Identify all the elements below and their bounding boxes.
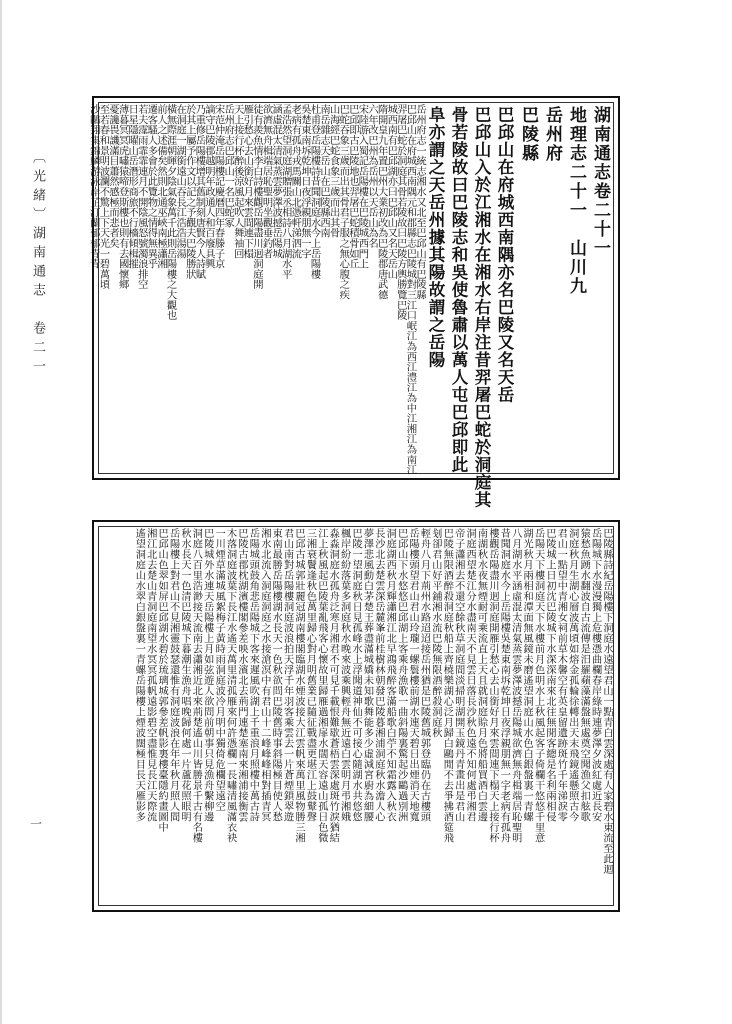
commentary-col: 雁引愁心去山銜好月來雲間連下榻	[241, 104, 254, 259]
commentary-col: 吳楚東南坼乾坤日夜浮親朋無一字	[298, 104, 311, 259]
bottom-text-col: 楓岸紛紛落葉多洞庭秋水晚來波乘興輕舟無近遠白雲明月弔湘娥	[338, 528, 350, 822]
prefecture-heading: 岳州府	[542, 106, 562, 163]
bottom-text-col: 帝子瀟湘去不還空餘秋草洞庭間淡掃明湖開玉鏡丹青畫出是君山	[452, 528, 464, 822]
bottom-text-col: 湖光秋月兩相和潭面無風鏡未磨遙望洞庭山水色白銀盤裏一青螺	[521, 528, 533, 822]
bottom-text-col: 湘江北去楚山青洞庭南望水冥冥孤帆遠影碧空盡惟見長江天際流	[144, 528, 156, 822]
commentary-col: 南岳雜志天岳山在巴陵縣西南	[318, 104, 331, 238]
commentary-col: 巴蛇吞象三歲而出其骨君子服之無心腹之疾	[337, 104, 350, 300]
main-text-col-3: 骨若陵故曰巴陵志和吳使魯肅以萬人屯巴邱即此	[449, 106, 468, 474]
bottom-text-col: 洞庭八百里浩渺接天流南去瀟湘近北來荊楚遙山川皆勝景千古有名樓	[190, 528, 202, 843]
bottom-text-col: 岳陽樓頭望君山君山玲瓏一螺鬟樓前湖水連天碧日出煙消天地寬	[407, 528, 419, 822]
bottom-text-col: 三湘衰鬢逢秋色萬里歸心對月明舊業已隨征戰盡更堪江上鼓鼙聲	[304, 528, 316, 822]
commentary-col: 於其上屬予作文以記之予觀夫巴陵勝狀	[183, 104, 196, 280]
bottom-text-col: 巴陵一望洞庭秋日見孤峰水上浮聞道神仙不可接心隨湖水共悠悠	[350, 528, 362, 822]
commentary-col: 巴邱即古巴陵地也羿屠巴蛇積骨如丘	[346, 104, 359, 269]
bottom-text-col: 巴陵縣詩紀岳陽樓下洞庭水遠望君山一點青白雲深處有人家碧水東流至此迴	[601, 528, 612, 875]
commentary-col: 遷客騷人多會於此覽物之情得無異乎	[145, 104, 158, 269]
bottom-text-col: 洞庭秋月生湖心層波萬頃如熔金孤輪徐轉出天末飛鏡遙懸照古今	[566, 528, 578, 822]
bottom-text-col: 巴陵城外水連天岳陽樓上月如弦遊人欲問前朝事只見漁舟繫柳邊	[201, 528, 213, 822]
bottom-text-col: 巴陵古郡枕湖濱樓閣參差映水濱北去荊門連楚塞南來湘浦接衡雲	[236, 528, 247, 822]
commentary-col: 羿屠巴蛇於洞庭其骨若陵故曰巴陵方輿勝覽巴陵	[394, 104, 407, 321]
bottom-text-col: 洞庭湖西秋月輝瀟湘江北早鴻飛醉客滿船歌白苧不知霜露入秋衣	[384, 528, 396, 822]
spine-title: 〔光緒〕湖南通志 卷二一	[30, 150, 45, 378]
bottom-text-col: 君山南對岳陽樓洞庭波浪拍天浮千年羽客乘雲去一片蒼煙鎖翠遊	[281, 528, 293, 822]
commentary-col: 薄暮冥冥虎嘯猿啼登斯樓也則有去國懷鄉	[116, 104, 129, 290]
bottom-text-col: 岳陽城頭鼓角悲岳陽城下客來遲風吹湖上千重浪月照樓中萬古詩	[247, 528, 259, 822]
commentary-col: 乃重修岳陽樓增其舊制刻唐賢今人詩賦	[193, 104, 206, 280]
bottom-text-col: 長沙北去楚雲深岳麓峯前桂樹林朝發巴陵暮湘浦洞庭秋水澹人心	[372, 528, 384, 822]
commentary-col: 城西南有巴邱湖亦曰巴邱山又名天岳山	[385, 104, 398, 280]
bottom-text-col: 巴邱山下水悠悠巴邱湖上客乘舟漁歌一曲斜陽裏驚起沙鷗過別洲	[395, 528, 407, 822]
page-edge	[0, 0, 2, 1024]
bottom-text-col: 樓觀岳陽盡川迥洞庭開雁引愁心去山銜好月來雲間連下榻天上接行杯	[486, 528, 498, 843]
commentary-col: 六年改巴州為岳州以天岳山為名	[366, 104, 379, 249]
commentary-col: 岳州府志一統志湘水又北至巴邱山有巴陵縣	[414, 104, 426, 300]
commentary-col: 岳州府志巴邱山一名巴蛇冢	[222, 104, 235, 228]
commentary-col: 若夫霪雨霏霏連月不開陰風怒號濁浪排空	[135, 104, 148, 290]
bottom-text-col: 巴陵城上日初沈巴陵城下水深深南來北往無閒客總是名利兩相侵	[543, 528, 555, 822]
commentary-col: 巴邱山在府城西南隅元和郡縣志巴陵城對三江口岷江為西江澧江為中江湘江為南江	[404, 104, 417, 475]
bottom-text-col: 猿愁魚踴水翻波自古流傳是汨羅蘋藻滿盤無處奠空聞漁父扣舷歌	[578, 528, 590, 822]
commentary-col: 山海經巴蛇食象三歲而出其骨	[327, 104, 340, 238]
bottom-text-col: 江上秋風起巴陵葉亂飛客心懷故里歸雁過湘扉水闊天容遠山孤日色微	[315, 528, 327, 843]
bottom-text-col: 巴邱古城郭壯麗冠湖南樓閣臨湖水煙波接大江雲帆來萬里風物勝三湘	[293, 528, 305, 843]
commentary-col: 涵虛混太清氣蒸雲夢澤波撼岳陽城	[270, 104, 283, 259]
commentary-col: 杜甫登岳陽樓詩昔聞洞庭水今上岳陽樓	[308, 104, 321, 280]
main-text-col-2: 巴邱山入於江湘水在湘水右岸注昔羿屠巴蛇於洞庭其	[472, 106, 491, 509]
bottom-text-columns	[100, 528, 612, 904]
bottom-text-col: 巴陵無限酒醉殺洞庭秋船上齊橈樂湖心泛月歸白鷗閒不去爭拂酒筵飛	[441, 528, 453, 843]
county-heading: 巴陵縣	[518, 106, 538, 163]
commentary-col: 在洞庭一湖銜遠山吞長江浩浩湯湯	[174, 104, 187, 259]
commentary-col: 沙鷗翔集錦鱗游泳岸芷汀蘭郁郁青青	[87, 104, 100, 269]
bottom-text-col: 巴邱山色翠如屏巴邱湖水碧於琉璃城郭參差帆影裏樓臺隱約畫圖中	[156, 528, 168, 833]
spine-page-mark: 一	[30, 817, 43, 831]
bottom-text-col: 刬卻君山好平鋪湘水流巴陵無限酒醉殺洞庭秋	[429, 528, 441, 738]
main-text-col-1: 巴邱山在府城西南隅亦名巴陵又名天岳	[495, 106, 514, 404]
commentary-col: 憂讒畏譏滿目蕭然感極而悲者矣	[107, 104, 119, 249]
top-page-panel	[87, 96, 620, 509]
commentary-col: 日星隱曜山岳潛形商旅不行檣傾楫摧	[126, 104, 139, 269]
commentary-col: 天上接行杯醉後涼風起吹人舞袖回	[231, 104, 244, 259]
commentary-columns	[87, 104, 426, 475]
bottom-text-col: 岳陽樓上對君山不見湘靈鼓瑟還惟有洞庭波浪在年年秋月照人間	[167, 528, 179, 822]
commentary-col: 欲濟無舟楫端居恥聖明坐觀垂釣者	[260, 104, 273, 259]
commentary-col: 至若春和景明波瀾不驚上下天光一碧萬頃	[97, 104, 110, 290]
commentary-col: 隋開皇九年置巴州大業初改為巴陵郡唐武德	[375, 104, 388, 300]
commentary-col: 宋范仲淹岳陽樓記慶曆四年春滕子京	[212, 104, 225, 269]
bottom-text-col: 洞庭西望楚江分水盡南天不見雲日落長沙秋色遠不知何處弔湘君	[464, 528, 476, 822]
commentary-col: 前人之述備矣然則北通巫峽南極瀟湘	[154, 104, 167, 269]
section-title: 地理志二十一 山川九	[566, 106, 586, 296]
bottom-text-col: 遙望洞庭山水翠白銀盤裏一青螺岳陽樓上煙波闊極目長天雁影多	[133, 528, 145, 822]
main-text-col-4: 阜亦謂之天岳州據其陽故謂之岳陽	[426, 106, 445, 369]
commentary-col: 孟浩然望洞庭湖贈張丞相詩八月湖水平	[279, 104, 292, 280]
bottom-text-col: 君山一點望中青湘女祠前草木馨空有英皇留遺跡斑竹千年涕淚零	[555, 528, 567, 822]
bottom-text-col: 東南最勝岳陽樓湖水長天一色秋欲問巴陵舊時事斜陽極目使人愁	[270, 528, 282, 822]
bottom-text-col: 淼淼洞庭水孤舟泛寒月湘君不可見千載恨難歇蒼梧雲深處斑竹淚猶結	[327, 528, 339, 843]
commentary-col: 橫無際涯朝暉夕陰氣象萬千此則岳陽樓之大觀也	[164, 104, 177, 321]
bottom-text-col: 夢澤悲風動白茅楚王葬盡滿城嬌未知歌舞能多少虛減宮廚為細腰	[361, 528, 373, 822]
commentary-col: 老病有孤舟戎馬關山北憑軒涕泗流	[289, 104, 302, 259]
commentary-col: 徒有羨魚情李白詩樓觀岳陽盡川迥洞庭開	[250, 104, 263, 290]
commentary-col: 宋陸游入蜀記岳陽樓在巴陵城西門上	[356, 104, 369, 269]
bottom-text-col: 岳陽城下水漫漫獨上危樓憑曲欄春岸綠時連夢澤夕波紅處近長安	[589, 528, 601, 822]
bottom-text-col: 湘水北流入洞庭洞庭之水接滄溟中有君山十二峰峰峰相對插青冥	[258, 528, 270, 822]
bottom-text-col: 木落洞庭波葉下長江水遙天萬里清孤雁來何許憑欄一長嘯清風滿衣袂	[224, 528, 236, 843]
bottom-text-col: 南湖秋水夜無煙耐可乘流直上天且就洞庭賒月色將船買酒白雲邊	[475, 528, 487, 822]
bottom-text-col: 八月湖水平涵虛混太清氣蒸雲夢澤波撼岳陽城欲濟無舟楫端居恥聖明	[509, 528, 521, 843]
bottom-text-col: 昔聞洞庭水今上岳陽樓吳楚東南坼乾坤日夜浮親朋無一字老病有孤舟	[498, 528, 510, 843]
commentary-col: 謫守巴陵郡越明年政通人和百廢具興	[202, 104, 215, 269]
volume-title: 湖南通志卷二十一	[590, 106, 610, 258]
top-text-columns	[87, 104, 612, 509]
bottom-text-col: 輕舟八月下荊州水路迢迢接岳州猶是巴陵舊城郭登臨仍在古樓頭	[418, 528, 430, 822]
bottom-text-col: 岳陽天下樓洞庭天下水樓前月色明水上秋風起客子倚欄干悠悠千里意	[532, 528, 544, 843]
bottom-text-col: 一川煙草滿城風絮梅子黃時雨洞庭波冷月明中獨倚危欄望遠空	[213, 528, 225, 812]
bottom-text-col: 秋水長天一色清巴陵城下暮潮生漁舟唱晚歸何處一片蘆花照眼明	[178, 528, 190, 822]
bottom-page-panel	[92, 520, 620, 912]
